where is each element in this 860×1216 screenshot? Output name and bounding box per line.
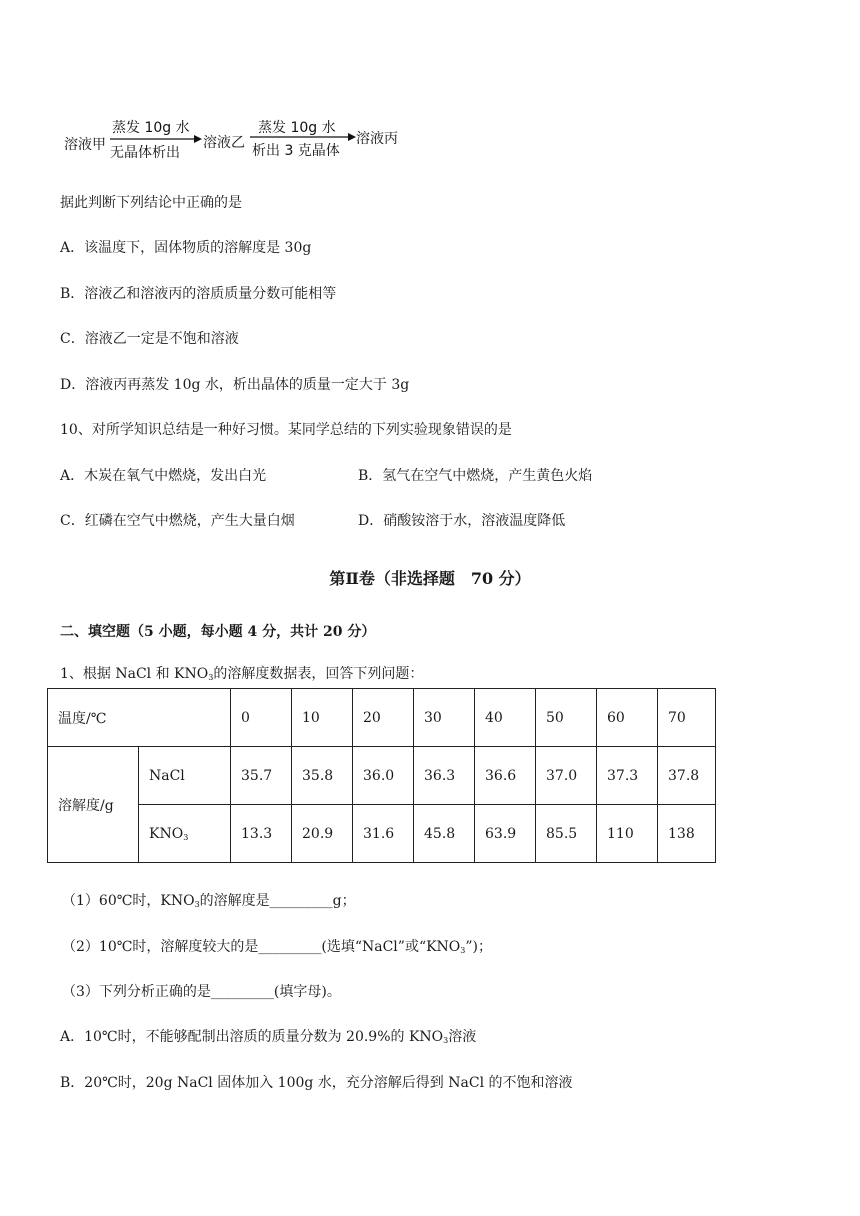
kno3-cell: 20.9 bbox=[292, 805, 353, 863]
q9-prompt: 据此判断下列结论中正确的是 bbox=[60, 195, 242, 211]
temp-cell: 0 bbox=[231, 689, 292, 747]
q1-option-a-end: 溶液 bbox=[448, 1029, 477, 1045]
kno3-cell: 31.6 bbox=[353, 805, 414, 863]
temp-cell: 40 bbox=[475, 689, 536, 747]
q1-option-a bbox=[60, 1027, 476, 1051]
q9-option-b: B．溶液乙和溶液丙的溶质质量分数可能相等 bbox=[60, 286, 337, 302]
q1-prompt-start: 1、根据 NaCl 和 KNO bbox=[60, 666, 209, 682]
nacl-cell: 37.8 bbox=[658, 747, 716, 805]
q1-sub2-start: （2）10℃时，溶解度较大的是_________(选填“NaCl”或“KNO bbox=[62, 939, 461, 955]
kno3-cell: 45.8 bbox=[414, 805, 475, 863]
q1-sub2-subscript: 3 bbox=[460, 946, 466, 955]
temp-header: 温度/℃ bbox=[48, 689, 231, 747]
q1-option-a-start: A．10℃时，不能够配制出溶质的质量分数为 20.9%的 KNO bbox=[60, 1029, 444, 1045]
nacl-cell: 37.0 bbox=[536, 747, 597, 805]
q1-prompt bbox=[60, 664, 423, 688]
temp-cell: 20 bbox=[353, 689, 414, 747]
solubility-table bbox=[47, 688, 716, 863]
q9-option-a: A．该温度下，固体物质的溶解度是 30g bbox=[60, 240, 312, 256]
kno3-cell: 138 bbox=[658, 805, 716, 863]
nacl-cell: 35.7 bbox=[231, 747, 292, 805]
kno3-label-text: KNO bbox=[149, 825, 184, 842]
table-row bbox=[48, 747, 716, 805]
solution-a-label: 溶液甲 bbox=[64, 137, 106, 153]
kno3-label-subscript: 3 bbox=[183, 832, 189, 842]
q1-sub1 bbox=[62, 891, 356, 915]
solution-c-label: 溶液丙 bbox=[356, 131, 398, 147]
step1-result: 无晶体析出 bbox=[110, 145, 180, 161]
q1-sub1-end: 的溶解度是_________g； bbox=[199, 893, 356, 909]
q10-option-a: A．木炭在氧气中燃烧，发出白光 bbox=[60, 468, 267, 484]
nacl-cell: 36.6 bbox=[475, 747, 536, 805]
solution-b-label: 溶液乙 bbox=[203, 135, 245, 151]
kno3-label bbox=[139, 805, 231, 863]
q1-sub2 bbox=[62, 937, 492, 961]
step2-condition: 蒸发 10g 水 bbox=[258, 120, 336, 136]
kno3-cell: 110 bbox=[597, 805, 658, 863]
nacl-label: NaCl bbox=[139, 747, 231, 805]
q10-option-b: B．氢气在空气中燃烧，产生黄色火焰 bbox=[358, 468, 593, 484]
nacl-cell: 36.0 bbox=[353, 747, 414, 805]
q1-sub3: （3）下列分析正确的是_________(填字母)。 bbox=[62, 984, 341, 1000]
q1-sub2-end: ”)； bbox=[465, 939, 493, 955]
q10-option-d: D．硝酸铵溶于水，溶液温度降低 bbox=[358, 513, 566, 529]
q1-option-b: B．20℃时，20g NaCl 固体加入 100g 水，充分溶解后得到 NaCl 的不饱和溶液 bbox=[60, 1075, 573, 1091]
table-row bbox=[48, 805, 716, 863]
q10-prompt: 10、对所学知识总结是一种好习惯。某同学总结的下列实验现象错误的是 bbox=[60, 422, 512, 438]
step1-condition: 蒸发 10g 水 bbox=[112, 120, 190, 136]
q9-option-d: D．溶液丙再蒸发 10g 水，析出晶体的质量一定大于 3g bbox=[60, 377, 410, 393]
temp-cell: 50 bbox=[536, 689, 597, 747]
temp-cell: 10 bbox=[292, 689, 353, 747]
q10-option-c: C．红磷在空气中燃烧，产生大量白烟 bbox=[60, 513, 295, 529]
nacl-cell: 36.3 bbox=[414, 747, 475, 805]
q1-option-a-subscript: 3 bbox=[443, 1036, 449, 1045]
q1-sub1-start: （1）60℃时，KNO bbox=[62, 893, 195, 909]
section-title: 第Ⅱ卷（非选择题 70 分） bbox=[329, 569, 531, 588]
temp-cell: 60 bbox=[597, 689, 658, 747]
kno3-cell: 13.3 bbox=[231, 805, 292, 863]
part-heading: 二、填空题（5 小题，每小题 4 分，共计 20 分） bbox=[60, 624, 376, 640]
q1-prompt-end: 的溶解度数据表，回答下列问题： bbox=[213, 666, 424, 682]
kno3-cell: 85.5 bbox=[536, 805, 597, 863]
temp-cell: 70 bbox=[658, 689, 716, 747]
q1-prompt-subscript: 3 bbox=[208, 673, 214, 682]
arrow-2-icon bbox=[250, 132, 356, 142]
nacl-cell: 37.3 bbox=[597, 747, 658, 805]
q1-sub1-subscript: 3 bbox=[194, 900, 200, 909]
table-row bbox=[48, 689, 716, 747]
q9-option-c: C．溶液乙一定是不饱和溶液 bbox=[60, 331, 239, 347]
step2-result: 析出 3 克晶体 bbox=[252, 143, 340, 159]
arrow-1-icon bbox=[110, 134, 202, 144]
solubility-header: 溶解度/g bbox=[48, 747, 139, 863]
nacl-cell: 35.8 bbox=[292, 747, 353, 805]
temp-cell: 30 bbox=[414, 689, 475, 747]
kno3-cell: 63.9 bbox=[475, 805, 536, 863]
